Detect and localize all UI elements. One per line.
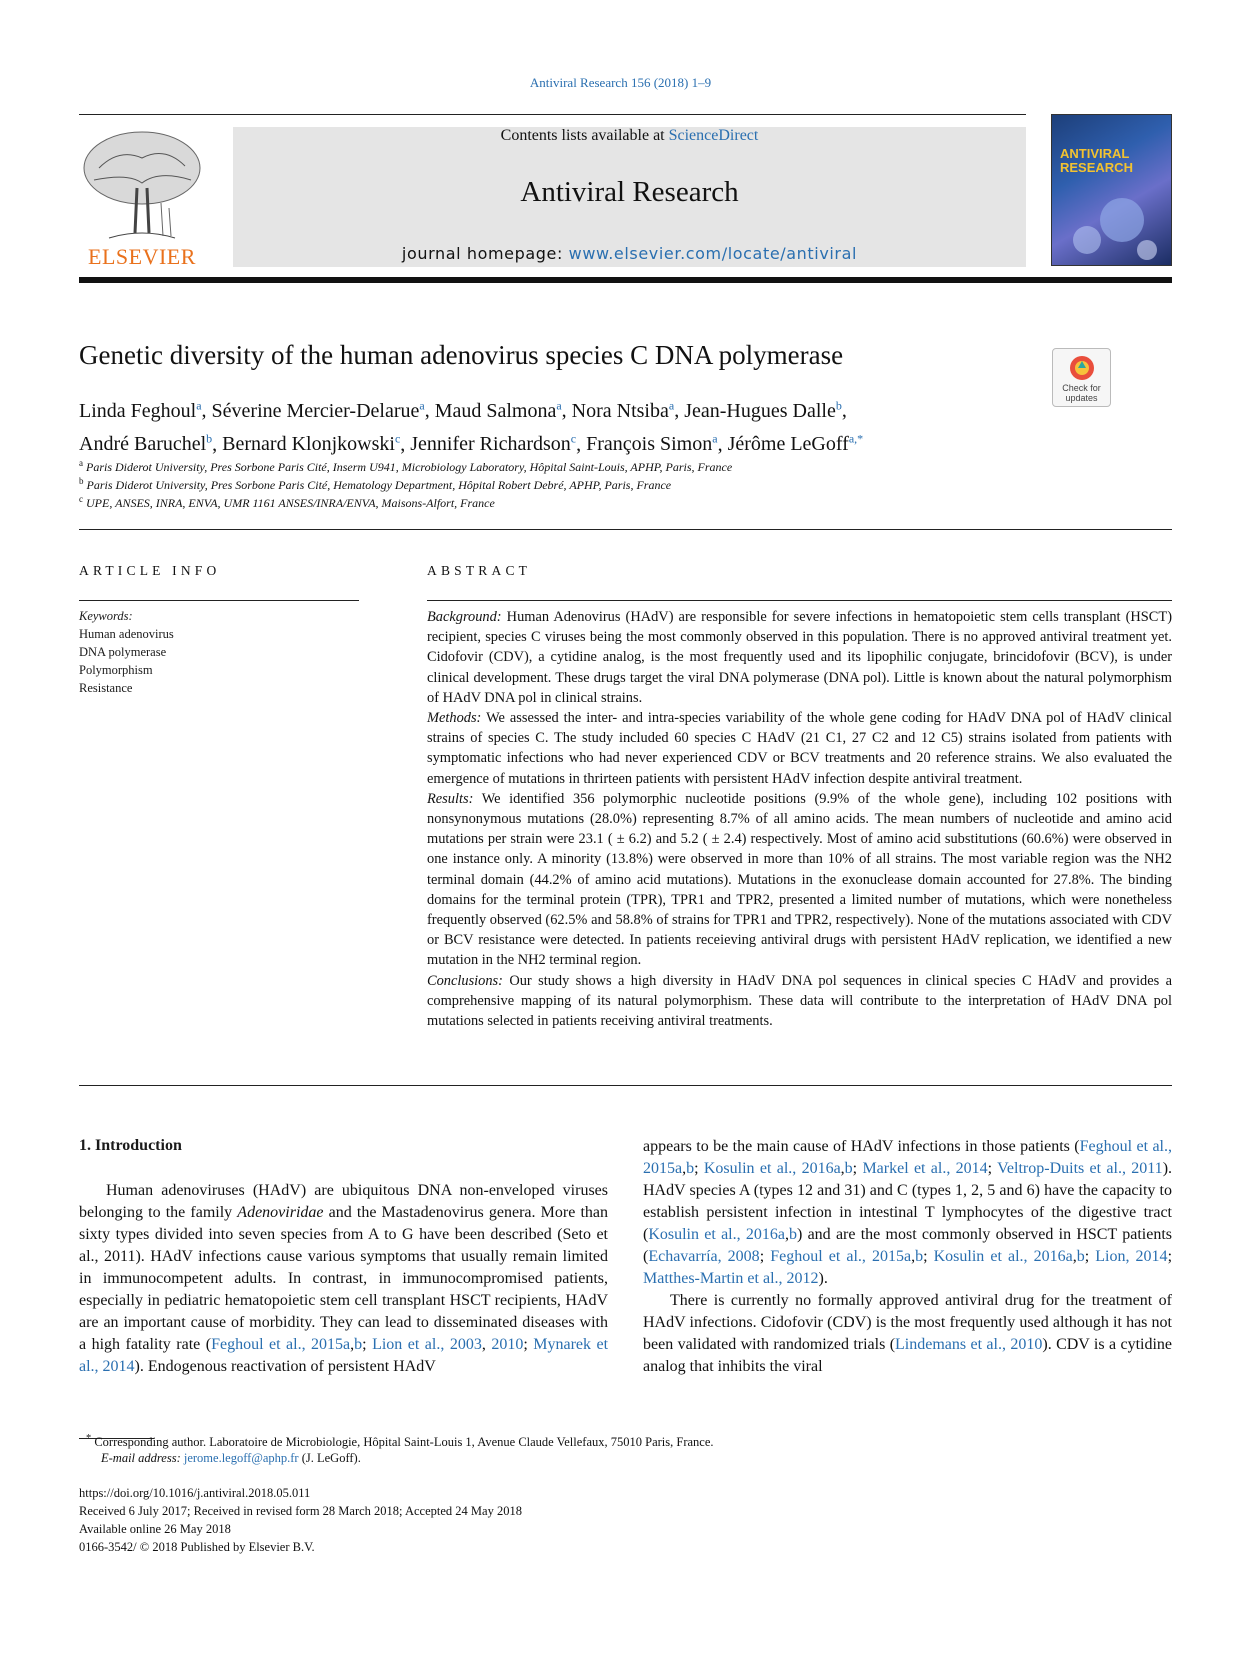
check-updates-label: Check for updates — [1062, 383, 1101, 403]
citation-link[interactable]: Echavarría, 2008 — [648, 1248, 760, 1265]
keyword-item: Polymorphism — [79, 663, 153, 677]
abstract-background: Background: Human Adenovirus (HAdV) are responsible for severe infections in hematopoietic stem cells transplant (HSCT) recipient, species C viruses being the most commonly observed in this population. There is no approved antiviral treatment yet. Cidofovir (CDV), a cytidine analog, is the most frequently used and its lipophilic conjugate, brincidofovir (BCV), is under clinical development. These drugs target the viral DNA polymerase (DNA pol). Little is known about the natural polymorphism of HAdV DNA pol in clinical strains. — [427, 609, 1172, 706]
copyright-line: 0166-3542/ © 2018 Published by Elsevier B.V. — [79, 1540, 315, 1554]
affiliation: $^c$ UPE, ANSES, INRA, ENVA, UMR 1161 ANSES/INRA/ENVA, Maisons-Alfort, France — [79, 494, 495, 510]
citation-link[interactable]: Mynarek et al., 2014 — [79, 1336, 609, 1375]
citation-link[interactable]: Kosulin et al., 2016a — [648, 1226, 785, 1243]
abstract-heading: ABSTRACT — [427, 563, 532, 578]
citation-link[interactable]: b — [844, 1160, 853, 1177]
citation-link[interactable]: Kosulin et al., 2016a — [703, 1160, 841, 1177]
citation-link[interactable]: Feghoul et al., 2015a — [643, 1138, 1172, 1177]
intro-right-column — [643, 1136, 1172, 1378]
affiliation: $^b$ Paris Diderot University, Pres Sorbone Paris Cité, Hematology Department, Hôpital Robert Debré, APHP, Paris, France — [79, 476, 672, 492]
publisher-logo-text: ELSEVIER — [88, 244, 196, 269]
affiliation: $^a$ Paris Diderot University, Pres Sorbone Paris Cité, Inserm U941, Microbiology Laboratory, Hôpital Saint-Louis, APHP, Paris, France — [79, 458, 733, 474]
header-rule — [79, 114, 1026, 115]
cover-title: ANTIVIRAL RESEARCH — [1060, 146, 1133, 175]
homepage-link[interactable]: www.elsevier.com/locate/antiviral — [568, 244, 858, 263]
article-info-heading: ARTICLE INFO — [79, 563, 221, 578]
available-online: Available online 26 May 2018 — [79, 1522, 231, 1536]
doi-link[interactable]: https://doi.org/10.1016/j.antiviral.2018.05.011 — [79, 1486, 311, 1500]
journal-cover-image[interactable] — [1051, 114, 1172, 266]
author[interactable]: François Simon$^a$ — [586, 431, 718, 456]
journal-homepage: journal homepage: www.elsevier.com/locate/antiviral — [401, 244, 858, 263]
contents-line: Contents lists available at ScienceDirect — [500, 127, 759, 144]
abstract-results: Results: We identified 356 polymorphic nucleotide positions (9.9% of the whole gene), including 102 positions with nonsynonymous mutations (28.0%) representing 8.7% of all amino acids. The mean numbers of nucleotide and amino acid mutations per strain were 23.1 ( ± 6.2) and 5.2 ( ± 2.4) respectively. Most of amino acid substitutions (60.6%) were observed in one instance only. A minority (13.8%) were observed in more than 10% of all strains. The most variable region was the NH2 terminal domain (44.2% of amino acid mutations). Mutations in the exonuclease domain accounted for 27.8%. The binding domains for the terminal protein (TPR), TPR1 and TPR2, presented a limited number of mutations, which were nonetheless frequently observed (62.5% and 58.8% of strains for TPR1 and TPR2, respectively). None of the mutations associated with CDV or BCV resistance were detected. In patients receieving antiviral drugs with persistent HAdV replication, we identified a new mutation in the NH2 terminal region. — [427, 790, 1172, 969]
author[interactable]: Jérôme LeGoff$^{a,*}$ — [727, 431, 864, 456]
citation-link[interactable]: Markel et al., 2014 — [862, 1160, 988, 1177]
email-link[interactable]: jerome.legoff@aphp.fr — [183, 1451, 299, 1465]
citation-link[interactable]: Kosulin et al., 2016a — [933, 1248, 1073, 1265]
abstract-body — [427, 607, 1172, 1031]
citation-link[interactable]: b — [1076, 1248, 1085, 1265]
author-list — [79, 391, 1079, 458]
abstract-rule — [427, 600, 1172, 601]
author[interactable]: André Baruchel$^b$ — [79, 431, 213, 456]
author[interactable]: Bernard Klonjkowski$^c$ — [222, 431, 401, 456]
citation-link[interactable]: b — [915, 1248, 924, 1265]
citation-link[interactable]: b — [788, 1226, 797, 1243]
header-thick-rule — [79, 277, 1172, 283]
intro-paragraph-3: There is currently no formally approved antiviral drug for the treatment of HAdV infections. Cidofovir (CDV) is the most frequently used although it has not been validated with randomized trials (Lindemans et al., 2010). CDV is a cytidine analog that inhibits the viral — [643, 1292, 1173, 1375]
citation-link[interactable]: Matthes-Martin et al., 2012 — [643, 1270, 819, 1287]
intro-paragraph-2: appears to be the main cause of HAdV infections in those patients (Feghoul et al., 2015a,b; Kosulin et al., 2016a,b; Markel et al., 2014; Veltrop-Duits et al., 2011). HAdV species A (types 12 and 31) and C (types 1, 2, 5 and 6) have the capacity to establish persistent infection in intestinal T lymphocytes of the digestive tract (Kosulin et al., 2016a,b) and are the most commonly observed in HSCT patients (Echavarría, 2008; Feghoul et al., 2015a,b; Kosulin et al., 2016a,b; Lion, 2014; Matthes-Martin et al., 2012). — [643, 1138, 1173, 1287]
citation-link[interactable]: Feghoul et al., 2015a — [770, 1248, 912, 1265]
keyword-item: Resistance — [79, 681, 133, 695]
citation-link[interactable]: b — [686, 1160, 695, 1177]
article-info-rule — [79, 600, 359, 601]
author[interactable]: Jennifer Richardson$^c$ — [410, 431, 577, 456]
corresponding-author-note: * Corresponding author. Laboratoire de Microbiologie, Hôpital Saint-Louis 1, Avenue Claude Vellefaux, 75010 Paris, France. — [86, 1433, 714, 1450]
email-line: E-mail address: jerome.legoff@aphp.fr (J. LeGoff). — [101, 1451, 361, 1465]
author[interactable]: Nora Ntsiba$^a$ — [571, 398, 675, 422]
keyword-item: Human adenovirus — [79, 627, 174, 641]
abstract-conclusions: Conclusions: Our study shows a high diversity in HAdV DNA pol sequences in clinical species C HAdV and provides a comprehensive mapping of its natural polymorphism. These data will contribute to the interpretation of HAdV DNA pol mutations selected in patients receiving antiviral treatments. — [427, 972, 1172, 1030]
intro-paragraph-1: Human adenoviruses (HAdV) are ubiquitous DNA non-enveloped viruses belonging to the family Adenoviridae and the Mastadenovirus genera. More than sixty types divided into seven species from A to G have been described (Seto et al., 2011). HAdV infections cause various symptoms that usually remain limited in immunocompetent adults. In contrast, in immunocompromised patients, especially in pediatric hematopoietic stem cell transplant HSCT recipients, HAdV are an important cause of morbidity. They can lead to disseminated diseases with a high fatality rate (Feghoul et al., 2015a,b; Lion et al., 2003, 2010; Mynarek et al., 2014). Endogenous reactivation of persistent HAdV — [79, 1182, 609, 1375]
introduction-heading: 1. Introduction — [79, 1137, 182, 1154]
received-dates: Received 6 July 2017; Received in revised form 28 March 2018; Accepted 24 May 2018 — [79, 1504, 522, 1518]
author[interactable]: Linda Feghoul$^a$ — [79, 398, 202, 422]
author[interactable]: Séverine Mercier-Delarue$^a$ — [211, 398, 425, 422]
author[interactable]: Jean-Hugues Dalle$^b$ — [684, 398, 842, 422]
journal-title: Antiviral Research — [520, 176, 739, 208]
author[interactable]: Maud Salmona$^a$ — [434, 398, 562, 422]
citation-link[interactable]: Veltrop-Duits et al., 2011 — [997, 1160, 1163, 1177]
keywords-label: Keywords: — [79, 609, 133, 623]
abstract-end-rule — [79, 1085, 1172, 1086]
intro-left-column — [79, 1180, 608, 1378]
citation-link[interactable]: Lion et al., 2003 — [372, 1336, 482, 1353]
check-updates-icon — [1069, 355, 1095, 381]
citation-link[interactable]: Feghoul et al., 2015a — [211, 1336, 351, 1353]
section-divider — [79, 529, 1172, 530]
author-line-1: Linda Feghoul$^a$, Séverine Mercier-Delarue$^a$, Maud Salmona$^a$, Nora Ntsiba$^a$, Jean-Hugues Dalle$^b$, — [79, 398, 847, 422]
author-line-2: André Baruchel$^b$, Bernard Klonjkowski$^c$, Jennifer Richardson$^c$, François Simon$^a$, Jérôme LeGoff$^{a,*}$ — [79, 431, 864, 456]
citation-link[interactable]: Lion, 2014 — [1095, 1248, 1168, 1265]
keyword-item: DNA polymerase — [79, 645, 167, 659]
sciencedirect-link[interactable]: ScienceDirect — [668, 127, 759, 144]
citation-link[interactable]: b — [354, 1336, 363, 1353]
paper-title: Genetic diversity of the human adenovirus species C DNA polymerase — [79, 340, 844, 370]
journal-reference[interactable]: Antiviral Research 156 (2018) 1–9 — [529, 75, 712, 90]
abstract-methods: Methods: We assessed the inter- and intra-species variability of the whole gene coding for HAdV DNA pol of HAdV clinical strains of species C. The study included 60 species C HAdV (21 C1, 27 C2 and 12 C5) strains isolated from patients with symptomatic infections who had never experienced CDV or BCV treatments and 20 reference strains. We also evaluated the emergence of mutations in thrirteen patients with persistent HAdV infection despite antiviral treatment. — [427, 710, 1172, 787]
citation-link[interactable]: Lindemans et al., 2010 — [895, 1336, 1043, 1353]
cover-virus-art-icon — [1052, 185, 1171, 265]
citation-link[interactable]: 2010 — [491, 1336, 524, 1353]
